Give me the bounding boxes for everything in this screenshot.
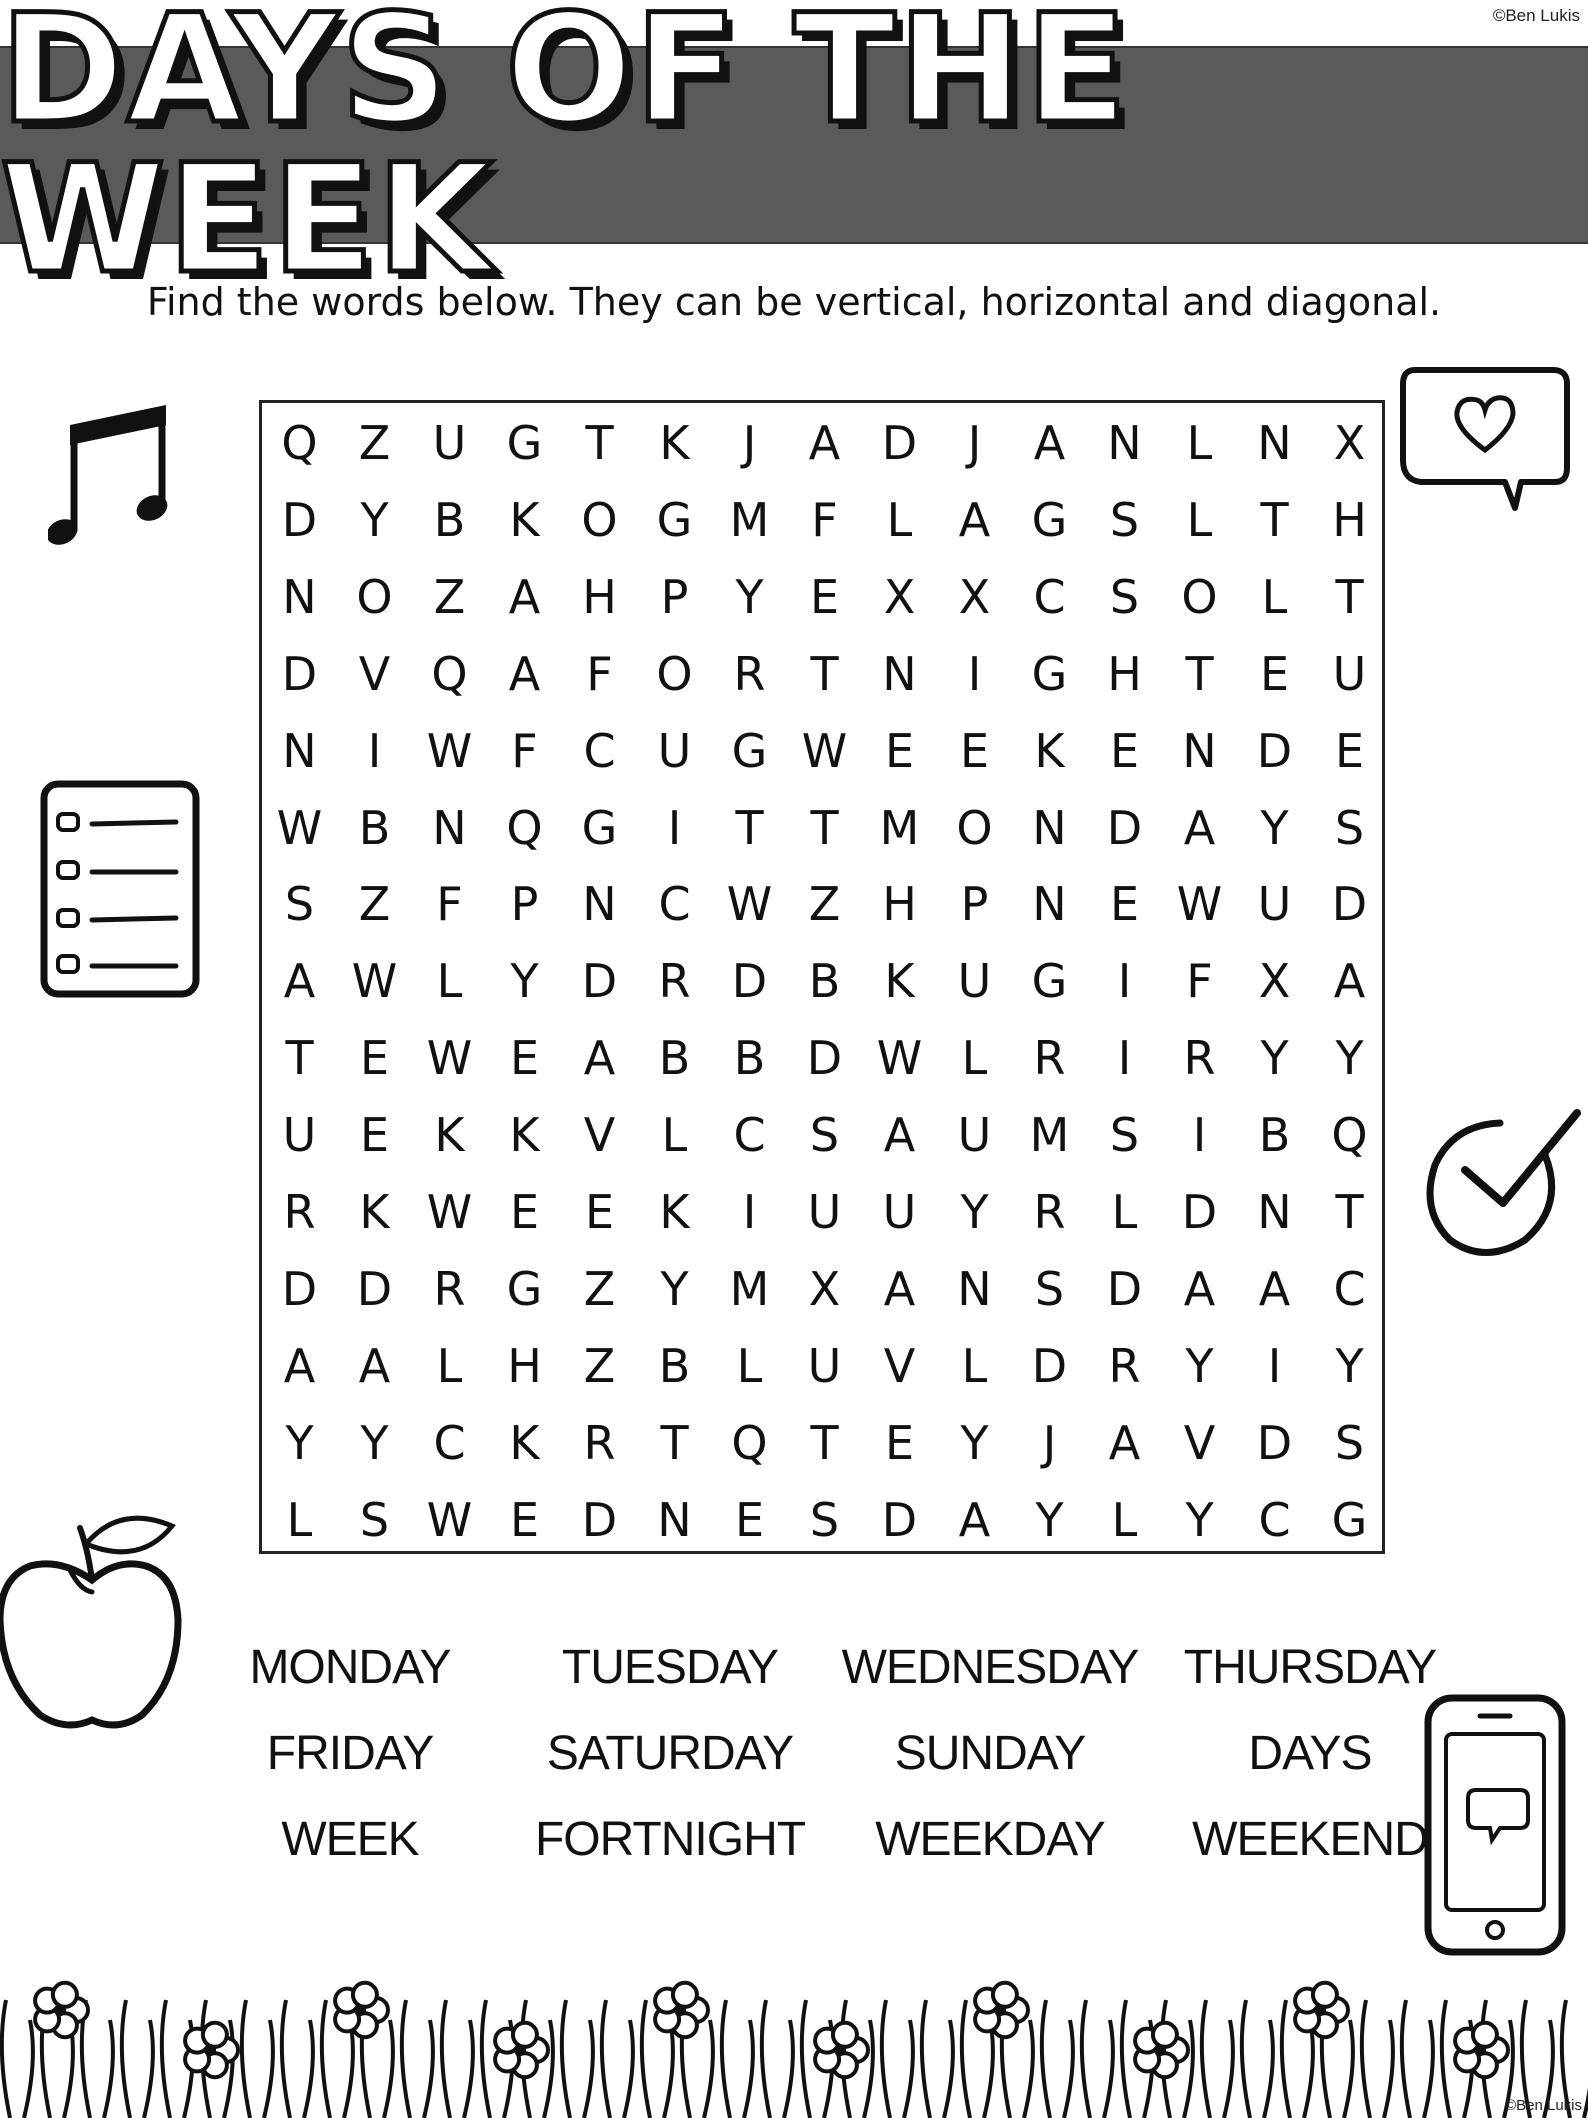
grid-letter[interactable]: T [1185, 646, 1214, 701]
grid-letter[interactable]: E [509, 1492, 540, 1547]
grid-letter[interactable]: Y [285, 1415, 314, 1470]
grid-letter[interactable]: Z [808, 877, 841, 932]
grid-letter[interactable]: K [434, 1108, 465, 1163]
grid-letter[interactable]: W [426, 1185, 473, 1239]
grid-letter[interactable]: X [958, 569, 991, 624]
grid-letter[interactable]: N [1257, 416, 1292, 470]
grid-letter[interactable]: G [506, 1261, 543, 1316]
grid-letter[interactable]: O [1181, 569, 1218, 624]
grid-letter[interactable]: T [660, 1415, 689, 1470]
grid-letter[interactable]: D [356, 1261, 393, 1316]
grid-letter[interactable]: Y [360, 1415, 389, 1470]
grid-letter[interactable]: N [1182, 723, 1217, 778]
grid-letter[interactable]: W [801, 723, 848, 778]
grid-letter[interactable]: Z [583, 1338, 616, 1393]
grid-letter[interactable]: X [883, 569, 916, 624]
word-list-item: MONDAY [249, 1641, 451, 1694]
grid-letter[interactable]: W [876, 1031, 923, 1086]
grid-letter[interactable]: W [1176, 877, 1223, 932]
grid-letter[interactable]: H [1107, 646, 1142, 701]
grid-letter[interactable]: N [957, 1261, 992, 1316]
word-list [190, 1640, 1437, 1910]
grid-letter[interactable]: A [508, 646, 541, 701]
grid-letter[interactable]: U [882, 1185, 917, 1239]
word-list-item: TUESDAY [561, 1641, 779, 1694]
grid-letter[interactable]: N [282, 723, 317, 778]
grid-letter[interactable]: P [510, 877, 539, 932]
grid-letter[interactable]: A [508, 569, 541, 624]
grid-letter[interactable]: D [281, 1261, 318, 1316]
grid-letter[interactable]: L [1111, 1185, 1138, 1239]
grid-letter[interactable]: L [961, 1031, 988, 1086]
grid-letter[interactable]: K [1034, 723, 1065, 778]
grid-letter[interactable]: W [426, 1031, 473, 1086]
grid-letter[interactable]: N [1107, 416, 1142, 470]
grid-letter[interactable]: J [1042, 1415, 1057, 1470]
grid-letter[interactable]: R [658, 954, 691, 1009]
grid-letter[interactable]: Q [731, 1415, 768, 1470]
grid-letter[interactable]: B [808, 954, 841, 1009]
grid-letter[interactable]: Y [360, 492, 389, 547]
grid-letter[interactable]: T [735, 800, 764, 855]
grid-letter[interactable]: D [1106, 1261, 1143, 1316]
grid-letter[interactable]: R [1108, 1338, 1141, 1393]
word-list-item: WEEK [281, 1813, 419, 1866]
grid-letter[interactable]: E [959, 723, 990, 778]
grid-letter[interactable]: L [736, 1338, 763, 1393]
grid-row [262, 1482, 1382, 1559]
grid-letter[interactable]: A [1033, 416, 1066, 470]
grid-letter[interactable]: P [660, 569, 689, 624]
grid-letter[interactable]: T [285, 1031, 314, 1086]
grid-letter[interactable]: F [436, 877, 463, 932]
grid-letter[interactable]: S [359, 1492, 390, 1547]
grid-letter[interactable]: T [810, 800, 839, 855]
grid-letter[interactable]: I [1117, 1031, 1132, 1086]
grid-letter[interactable]: D [1256, 1415, 1293, 1470]
grid-letter[interactable]: H [507, 1338, 542, 1393]
grid-row [262, 866, 1382, 943]
grid-letter[interactable]: H [1332, 492, 1367, 547]
grid-letter[interactable]: A [808, 416, 841, 470]
grid-letter[interactable]: Z [433, 569, 466, 624]
grid-letter[interactable]: G [1031, 492, 1068, 547]
grid-row [262, 713, 1382, 790]
grid-letter[interactable]: A [1183, 1261, 1216, 1316]
grid-letter[interactable]: Y [735, 569, 764, 624]
grid-letter[interactable]: C [1333, 1261, 1366, 1316]
grid-letter[interactable]: U [282, 1108, 317, 1163]
grid-letter[interactable]: G [1331, 1492, 1368, 1547]
grid-letter[interactable]: Y [1335, 1338, 1364, 1393]
grid-letter[interactable]: U [1257, 877, 1292, 932]
grid-letter[interactable]: L [1261, 569, 1288, 624]
grid-letter[interactable]: A [1258, 1261, 1291, 1316]
grid-letter[interactable]: L [436, 1338, 463, 1393]
grid-letter[interactable]: V [1183, 1415, 1216, 1470]
grid-letter[interactable]: H [882, 877, 917, 932]
grid-letter[interactable]: A [1108, 1415, 1141, 1470]
grid-letter[interactable]: U [657, 723, 692, 778]
grid-letter[interactable]: Y [1260, 800, 1289, 855]
word-list-item: WEEKDAY [875, 1813, 1105, 1866]
grid-letter[interactable]: D [1181, 1185, 1218, 1239]
grid-row [262, 482, 1382, 559]
grid-row [262, 405, 1382, 482]
word-list-item: SUNDAY [894, 1727, 1086, 1780]
grid-letter[interactable]: T [1335, 569, 1364, 624]
grid-letter[interactable]: N [1032, 800, 1067, 855]
grid-letter[interactable]: D [731, 954, 768, 1009]
grid-row [262, 1097, 1382, 1174]
grid-letter[interactable]: R [433, 1261, 466, 1316]
grid-letter[interactable]: J [967, 416, 982, 470]
grid-letter[interactable]: K [509, 1415, 540, 1470]
grid-letter[interactable]: A [958, 1492, 991, 1547]
grid-letter[interactable]: D [1256, 723, 1293, 778]
grid-letter[interactable]: M [729, 492, 770, 547]
grid-row [262, 943, 1382, 1020]
word-list-item: SATURDAY [546, 1727, 794, 1780]
grid-letter[interactable]: S [809, 1492, 840, 1547]
grid-letter[interactable]: A [883, 1108, 916, 1163]
grid-row [262, 636, 1382, 713]
grid-letter[interactable]: E [734, 1492, 765, 1547]
grid-letter[interactable]: D [281, 492, 318, 547]
grid-letter[interactable]: Y [660, 1261, 689, 1316]
copyright-bottom: ©Ben Lukis [1505, 2097, 1582, 2114]
grid-letter[interactable]: I [367, 723, 382, 778]
grid-row [262, 1251, 1382, 1328]
grid-letter[interactable]: Y [960, 1415, 989, 1470]
grid-row [262, 1174, 1382, 1251]
grid-letter[interactable]: B [733, 1031, 766, 1086]
grid-letter[interactable]: N [432, 800, 467, 855]
grid-letter[interactable]: B [658, 1338, 691, 1393]
grid-letter[interactable]: Z [358, 416, 391, 470]
grid-letter[interactable]: L [1186, 416, 1213, 470]
grid-letter[interactable]: U [957, 1108, 992, 1163]
grid-letter[interactable]: N [882, 646, 917, 701]
grid-letter[interactable]: S [1109, 492, 1140, 547]
grid-letter[interactable]: A [1333, 954, 1366, 1009]
grid-letter[interactable]: X [1258, 954, 1291, 1009]
grid-letter[interactable]: G [1031, 954, 1068, 1009]
instructions: Find the words below. They can be vertical, horizontal and diagonal. [146, 280, 1442, 324]
grid-letter[interactable]: T [810, 1415, 839, 1470]
grid-letter[interactable]: I [1267, 1338, 1282, 1393]
grid-letter[interactable]: L [661, 1108, 688, 1163]
word-search-grid [259, 400, 1385, 1554]
grid-letter[interactable]: G [506, 416, 543, 470]
word-list-item: WEEKEND [1192, 1813, 1428, 1866]
checkmark-clock-icon [1415, 1095, 1588, 1270]
grid-letter[interactable]: Y [1185, 1338, 1214, 1393]
grid-letter[interactable]: N [1257, 1185, 1292, 1239]
grid-letter[interactable]: V [358, 646, 391, 701]
grid-letter[interactable]: D [1331, 877, 1368, 932]
grid-letter[interactable]: N [657, 1492, 692, 1547]
grid-letter[interactable]: Y [1035, 1492, 1064, 1547]
page-title: DAYS OF THE WEEK [0, 0, 1130, 307]
grid-letter[interactable]: I [742, 1185, 757, 1239]
grid-letter[interactable]: W [351, 954, 398, 1009]
grid-letter[interactable]: U [807, 1185, 842, 1239]
copyright-top: ©Ben Lukis [1492, 6, 1580, 25]
grid-letter[interactable]: A [1183, 800, 1216, 855]
grid-letter[interactable]: Y [960, 1185, 989, 1239]
grid-letter[interactable]: R [1033, 1185, 1066, 1239]
grid-letter[interactable]: A [883, 1261, 916, 1316]
grid-letter[interactable]: R [733, 646, 766, 701]
music-note-icon [48, 390, 188, 560]
grid-letter[interactable]: Q [1331, 1108, 1368, 1163]
grid-letter[interactable]: W [276, 800, 323, 855]
grid-row [262, 559, 1382, 636]
grid-letter[interactable]: I [1117, 954, 1132, 1009]
grid-letter[interactable]: Q [431, 646, 468, 701]
grid-letter[interactable]: X [808, 1261, 841, 1316]
word-list-item: FORTNIGHT [534, 1813, 806, 1866]
grid-letter[interactable]: A [283, 954, 316, 1009]
grid-letter[interactable]: W [426, 1492, 473, 1547]
grid-letter[interactable]: A [283, 1338, 316, 1393]
grid-letter[interactable]: S [284, 877, 315, 932]
grid-letter[interactable]: E [884, 723, 915, 778]
grid-letter[interactable]: E [1109, 723, 1140, 778]
grid-row [262, 1328, 1382, 1405]
grid-letter[interactable]: R [583, 1415, 616, 1470]
grid-letter[interactable]: U [432, 416, 467, 470]
grid-letter[interactable]: V [883, 1338, 916, 1393]
grid-letter[interactable]: T [1335, 1185, 1364, 1239]
grid-letter[interactable]: W [726, 877, 773, 932]
grid-letter[interactable]: G [581, 800, 618, 855]
grid-letter[interactable]: M [1029, 1108, 1070, 1163]
grid-letter[interactable]: C [1033, 569, 1066, 624]
grid-letter[interactable]: Y [1260, 1031, 1289, 1086]
grid-letter[interactable]: D [1106, 800, 1143, 855]
grid-letter[interactable]: O [656, 646, 693, 701]
grid-letter[interactable]: Q [506, 800, 543, 855]
grid-letter[interactable]: C [1258, 1492, 1291, 1547]
grid-letter[interactable]: U [957, 954, 992, 1009]
grid-letter[interactable]: Y [510, 954, 539, 1009]
grid-letter[interactable]: K [659, 416, 690, 470]
grid-letter[interactable]: O [581, 492, 618, 547]
grid-letter[interactable]: G [656, 492, 693, 547]
grid-letter[interactable]: M [729, 1261, 770, 1316]
grid-letter[interactable]: W [426, 723, 473, 778]
grid-letter[interactable]: E [584, 1185, 615, 1239]
grid-letter[interactable]: K [884, 954, 915, 1009]
word-list-item: WEDNESDAY [841, 1641, 1139, 1694]
grid-letter[interactable]: E [509, 1185, 540, 1239]
grid-row [262, 790, 1382, 867]
grid-letter[interactable]: E [1109, 877, 1140, 932]
grid-letter[interactable]: V [583, 1108, 616, 1163]
grid-letter[interactable]: E [509, 1031, 540, 1086]
grid-letter[interactable]: K [359, 1185, 390, 1239]
grid-letter[interactable]: N [1032, 877, 1067, 932]
grid-row [262, 1405, 1382, 1482]
grid-letter[interactable]: C [658, 877, 691, 932]
grid-letter[interactable]: L [286, 1492, 313, 1547]
grid-letter[interactable]: F [586, 646, 613, 701]
grid-letter[interactable]: T [1260, 492, 1289, 547]
grid-letter[interactable]: A [583, 1031, 616, 1086]
grid-letter[interactable]: G [1031, 646, 1068, 701]
grid-letter[interactable]: C [583, 723, 616, 778]
grid-letter[interactable]: S [1334, 1415, 1365, 1470]
grid-letter[interactable]: X [1333, 416, 1366, 470]
grid-letter[interactable]: C [433, 1415, 466, 1470]
grid-letter[interactable]: O [956, 800, 993, 855]
grid-letter[interactable]: D [1031, 1338, 1068, 1393]
grid-letter[interactable]: B [358, 800, 391, 855]
grid-letter[interactable]: B [658, 1031, 691, 1086]
grid-letter[interactable]: K [509, 492, 540, 547]
grid-letter[interactable]: F [811, 492, 838, 547]
grid-letter[interactable]: O [356, 569, 393, 624]
grid-letter[interactable]: L [961, 1338, 988, 1393]
grid-letter[interactable]: D [581, 1492, 618, 1547]
grid-letter[interactable]: E [359, 1031, 390, 1086]
grid-letter[interactable]: P [960, 877, 989, 932]
grid-letter[interactable]: Z [583, 1261, 616, 1316]
grid-letter[interactable]: D [806, 1031, 843, 1086]
grid-letter[interactable]: S [809, 1108, 840, 1163]
grid-letter[interactable]: H [582, 569, 617, 624]
grid-letter[interactable]: E [1334, 723, 1365, 778]
grid-letter[interactable]: L [1186, 492, 1213, 547]
grid-letter[interactable]: F [511, 723, 538, 778]
grid-letter[interactable]: K [509, 1108, 540, 1163]
grid-letter[interactable]: N [582, 877, 617, 932]
grid-letter[interactable]: D [581, 954, 618, 1009]
grid-letter[interactable]: E [1259, 646, 1290, 701]
grid-letter[interactable]: I [967, 646, 982, 701]
grid-letter[interactable]: Y [1185, 1492, 1214, 1547]
grid-letter[interactable]: J [742, 416, 757, 470]
grid-letter[interactable]: I [667, 800, 682, 855]
apple-icon [0, 1500, 190, 1740]
grid-letter[interactable]: R [283, 1185, 316, 1239]
grid-letter[interactable]: B [433, 492, 466, 547]
grid-letter[interactable]: N [282, 569, 317, 624]
grid-letter[interactable]: S [1334, 800, 1365, 855]
grid-letter[interactable]: D [881, 416, 918, 470]
word-list-item: THURSDAY [1183, 1641, 1437, 1694]
grid-letter[interactable]: R [1033, 1031, 1066, 1086]
grid-letter[interactable]: U [807, 1338, 842, 1393]
word-list-item: DAYS [1248, 1727, 1372, 1780]
flowers-border [0, 1950, 1588, 2118]
grid-letter[interactable]: I [1192, 1108, 1207, 1163]
grid-letter[interactable]: E [809, 569, 840, 624]
word-list-item: FRIDAY [266, 1727, 434, 1780]
grid-letter[interactable]: A [958, 492, 991, 547]
grid-letter[interactable]: U [1332, 646, 1367, 701]
grid-letter[interactable]: L [1111, 1492, 1138, 1547]
grid-row [262, 1020, 1382, 1097]
checklist-icon [36, 776, 206, 1006]
grid-letter[interactable]: S [1109, 1108, 1140, 1163]
grid-letter[interactable]: R [1183, 1031, 1216, 1086]
chat-heart-icon [1395, 360, 1575, 520]
grid-letter[interactable]: E [359, 1108, 390, 1163]
grid-letter[interactable]: C [733, 1108, 766, 1163]
grid-letter[interactable]: Q [281, 416, 318, 470]
grid-letter[interactable]: E [884, 1415, 915, 1470]
grid-letter[interactable]: Y [1335, 1031, 1364, 1086]
grid-letter[interactable]: L [886, 492, 913, 547]
grid-letter[interactable]: M [879, 800, 920, 855]
grid-letter[interactable]: S [1034, 1261, 1065, 1316]
grid-letter[interactable]: D [881, 1492, 918, 1547]
grid-letter[interactable]: Z [358, 877, 391, 932]
grid-letter[interactable]: L [436, 954, 463, 1009]
grid-letter[interactable]: B [1258, 1108, 1291, 1163]
grid-letter[interactable]: A [358, 1338, 391, 1393]
grid-letter[interactable]: K [659, 1185, 690, 1239]
grid-letter[interactable]: T [810, 646, 839, 701]
grid-letter[interactable]: F [1186, 954, 1213, 1009]
grid-letter[interactable]: T [585, 416, 614, 470]
grid-letter[interactable]: S [1109, 569, 1140, 624]
grid-letter[interactable]: G [731, 723, 768, 778]
grid-letter[interactable]: D [281, 646, 318, 701]
